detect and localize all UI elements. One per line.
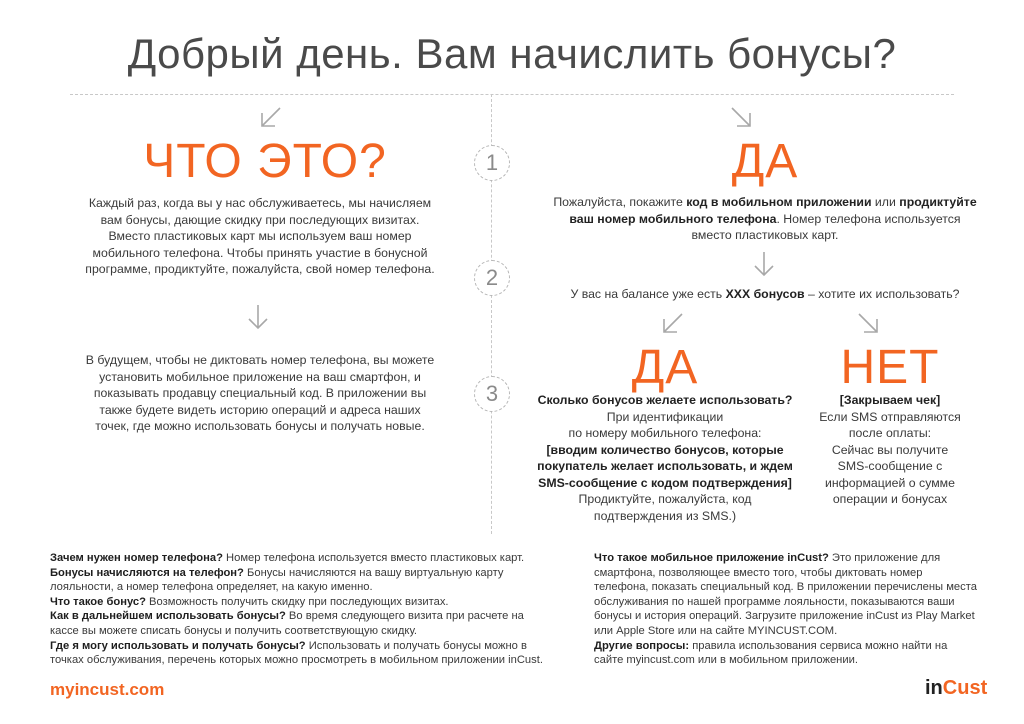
- faq-item: Что такое бонус? Возможность получить скидку при последующих визитах.: [50, 595, 449, 608]
- step-number-3: 3: [474, 376, 510, 412]
- text-line: Если SMS отправляются: [819, 409, 961, 424]
- text-line: по номеру мобильного телефона:: [568, 426, 762, 440]
- faq-item: Зачем нужен номер телефона? Номер телефона используется вместо пластиковых карт.: [50, 552, 525, 564]
- arrow-down-icon: [245, 303, 271, 331]
- text-line: покупатель желает использовать, и ждем: [537, 459, 793, 473]
- text-line: [Закрываем чек]: [839, 393, 941, 407]
- text-line: При идентификации: [606, 409, 724, 424]
- text-line: подтверждения из SMS.): [593, 508, 737, 523]
- text-line: установить мобильное приложение на ваш смартфон, и: [99, 369, 421, 384]
- intro-paragraph: [60, 195, 460, 278]
- faq-item: Бонусы начисляются на телефон? Бонусы начисляются на вашу виртуальную карту лояльности, а номер телефона определяет, на какую именно.: [50, 566, 504, 594]
- text-line: вместо пластиковых карт.: [691, 228, 839, 242]
- yes-sub-heading: ДА: [631, 341, 699, 394]
- text-line: операции и бонусах: [832, 492, 948, 506]
- text-line: ваш номер мобильного телефона. Номер телефона используется: [569, 211, 961, 226]
- text-line: мобильного телефона. Чтобы принять участие в бонусной: [92, 245, 428, 260]
- text-line: В будущем, чтобы не диктовать номер телефона, вы можете: [85, 353, 435, 367]
- balance-question: У вас на балансе уже есть XXX бонусов – хотите их использовать?: [570, 287, 960, 301]
- yes-intro-paragraph: [535, 194, 995, 244]
- yes-sub-paragraph: [520, 392, 810, 524]
- page-title: Добрый день. Вам начислить бонусы?: [127, 30, 897, 77]
- faq-item: Где я могу использовать и получать бонусы? Использовать и получать бонусы можно в точках обслуживания, перечень которых можно просмотреть в мобильном приложении inCust.: [50, 639, 543, 667]
- website-link[interactable]: myincust.com: [50, 680, 165, 699]
- text-line: Продиктуйте, пожалуйста, код: [578, 492, 752, 506]
- text-line: Пожалуйста, покажите код в мобильном приложении или продиктуйте: [553, 195, 977, 209]
- horizontal-divider: [70, 94, 954, 95]
- text-line: программе, продиктуйте, пожалуйста, свой номер телефона.: [85, 262, 435, 276]
- arrow-down-right-icon: [855, 310, 881, 336]
- text-line: SMS-сообщение с кодом подтверждения]: [538, 475, 792, 490]
- no-heading: НЕТ: [840, 341, 940, 394]
- text-line: информацией о сумме: [825, 475, 955, 490]
- text-line: Сейчас вы получите: [831, 442, 949, 457]
- faq-left: [50, 551, 550, 668]
- arrow-down-left-icon: [258, 104, 284, 130]
- what-is-it-heading: ЧТО ЭТО?: [143, 135, 387, 188]
- text-line: [вводим количество бонусов, которые: [546, 442, 784, 457]
- faq-item: Как в дальнейшем использовать бонусы? Во время следующего визита при расчете на кассе вы можете списать бонусы и получить соответствующую скидку.: [50, 610, 524, 637]
- arrow-down-right-icon: [728, 104, 754, 130]
- text-line: вам бонусы, дающие скидку при последующих визитах.: [100, 212, 420, 227]
- yes-heading: ДА: [731, 135, 799, 188]
- text-line: также будете видеть историю операций и адреса наших: [99, 402, 421, 417]
- incust-logo: inCust: [925, 677, 988, 699]
- faq-item: Другие вопросы: правила использования сервиса можно найти на сайте myincust.com или в мобильном приложении.: [594, 639, 948, 667]
- future-paragraph: [60, 352, 460, 435]
- text-line: показывать продавцу специальный код. В приложении вы: [93, 386, 427, 400]
- text-line: после оплаты:: [848, 426, 932, 440]
- text-line: Вместо пластиковых карт мы используем ваш номер: [108, 229, 412, 243]
- faq-right: [594, 551, 979, 668]
- no-paragraph: [800, 392, 980, 508]
- arrow-down-left-icon: [660, 310, 686, 336]
- text-line: Сколько бонусов желаете использовать?: [537, 393, 793, 407]
- text-line: SMS-сообщение с: [837, 459, 943, 473]
- arrow-down-icon: [751, 250, 777, 278]
- faq-item: Что такое мобильное приложение inCust? Это приложение для смартфона, позволяющее вместо того, чтобы диктовать номер телефона, показать специальный код. В приложении перечислены места обслуживания по нашей программе лояльности, показываются ваши бонусы и история операций. Загрузите приложение inCust из Play Market или Apple Store или на сайте MYINCUST.COM.: [594, 552, 977, 637]
- text-line: Каждый раз, когда вы у нас обслуживаетесь, мы начисляем: [88, 196, 432, 210]
- step-number-2: 2: [474, 260, 510, 296]
- step-number-1: 1: [474, 145, 510, 181]
- text-line: точек, где можно использовать бонусы и получать новые.: [95, 419, 425, 433]
